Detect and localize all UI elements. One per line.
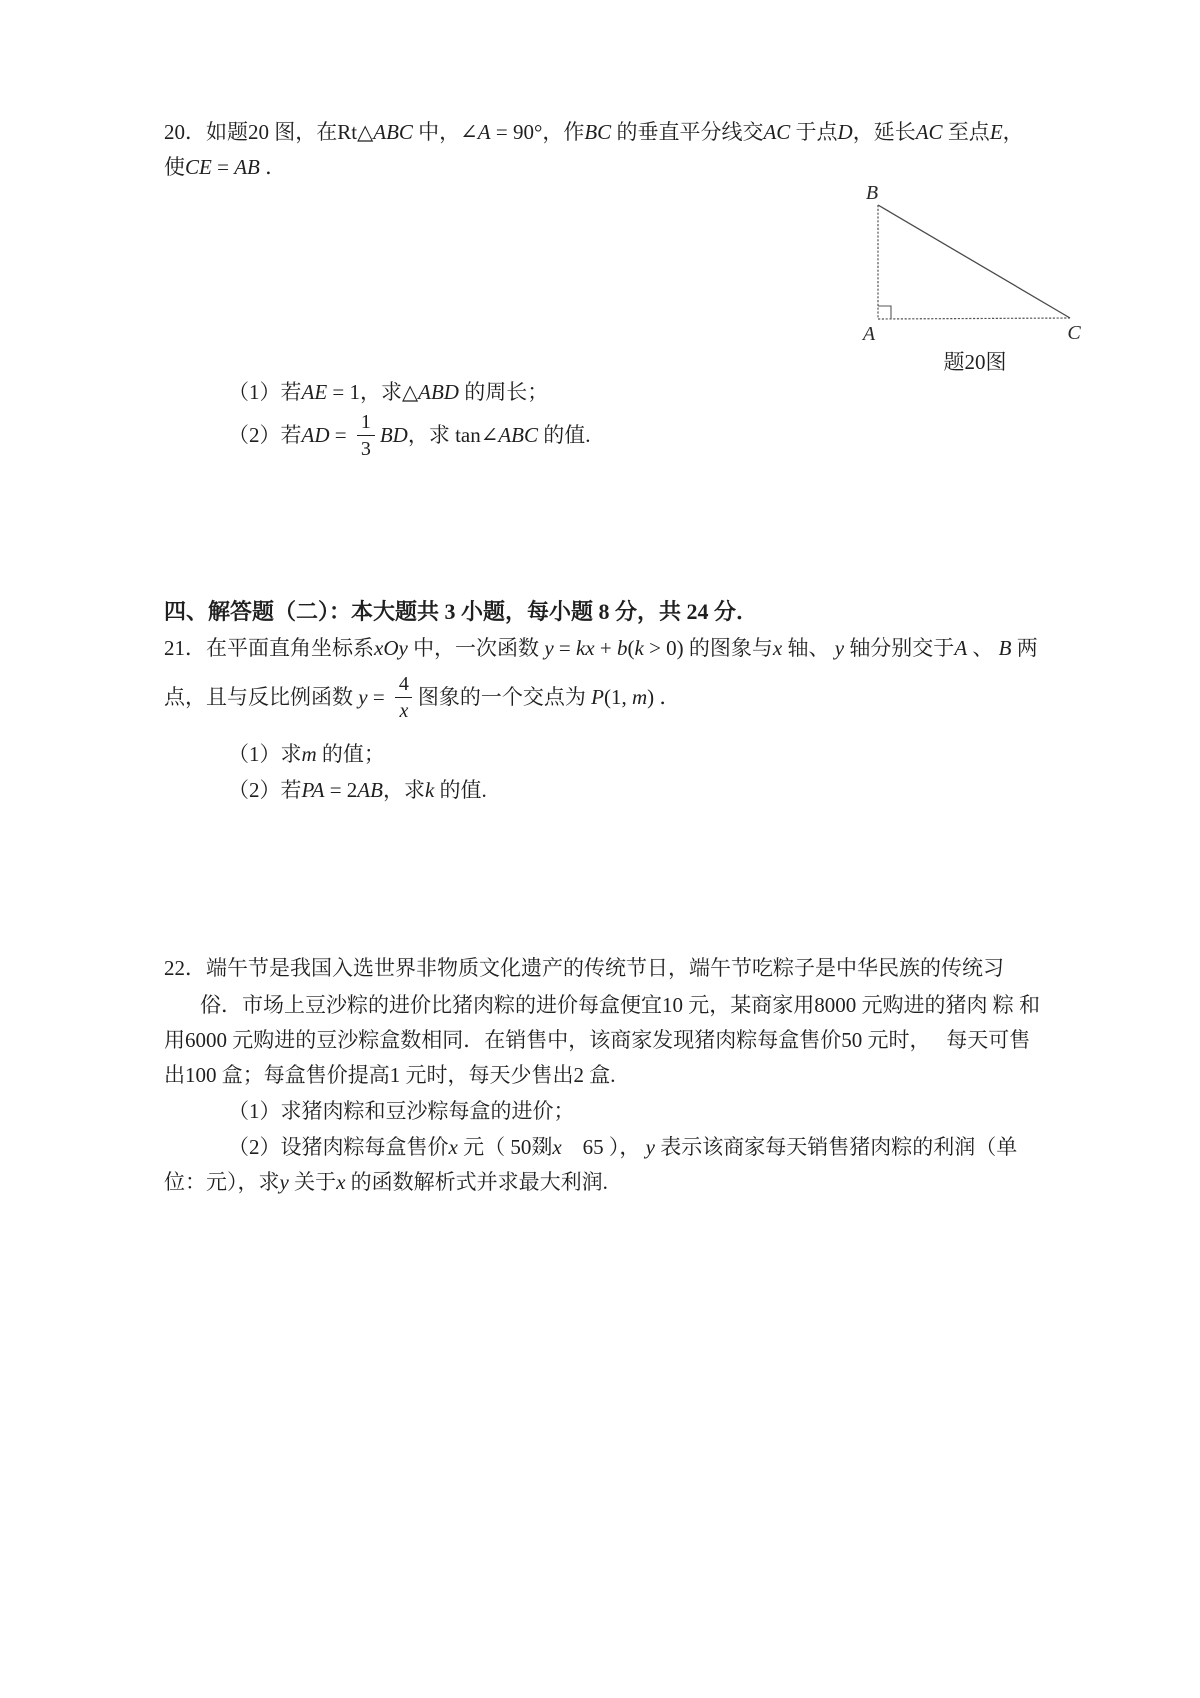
math-variable: y: [279, 1170, 289, 1194]
right-angle-mark: [878, 306, 891, 319]
problem-22-part-1: [228, 1097, 575, 1125]
text-run: ，: [1002, 120, 1024, 144]
text-run: 65 ），: [561, 1135, 646, 1159]
math-variable: kx: [575, 636, 595, 660]
math-variable: y: [645, 1135, 655, 1159]
text-run: 的周长；: [458, 380, 549, 404]
problem-20-part-2: [228, 406, 591, 464]
text-run: 两: [1011, 636, 1038, 660]
text-run: 中，∠: [412, 120, 478, 144]
math-variable: m: [632, 684, 648, 709]
math-variable: BD: [379, 422, 408, 447]
text-run: 的垂直平分线交: [611, 120, 764, 144]
right-triangle-diagram: [828, 168, 1098, 353]
triangle-side-bc: [878, 205, 1070, 318]
math-variable: y: [358, 684, 368, 709]
text-run: > 0) 的图象与: [643, 636, 773, 660]
math-variable: PA: [301, 778, 325, 802]
text-run: 元（ 50剟: [457, 1135, 553, 1159]
math-variable: x: [552, 1135, 562, 1159]
text-run: 用6000 元购进的豆沙粽盒数相同．在销售中，该商家发现猪肉粽每盒售价50 元时， 每天可售: [164, 1028, 1031, 1052]
text-run: 表示该商家每天销售猪肉粽的利润（单: [654, 1135, 1018, 1159]
text-run: =: [367, 684, 390, 709]
text-run: 、: [967, 636, 999, 660]
vertex-label-b: B: [865, 182, 879, 204]
text-run: ，求 tan∠: [407, 422, 499, 447]
text-run: = 2: [324, 778, 358, 802]
text-run: 至点: [942, 120, 990, 144]
text-run: 使: [164, 155, 185, 179]
math-variable: k: [634, 636, 644, 660]
text-run: 中，一次函数: [407, 636, 545, 660]
text-run: ) ．: [647, 684, 681, 709]
math-variable: y: [834, 636, 845, 660]
math-variable: A: [477, 120, 491, 144]
math-variable: ABC: [498, 422, 539, 447]
text-run: =: [329, 422, 352, 447]
problem-20-line-1: [164, 118, 1024, 146]
text-run: 21．在平面直角坐标系: [164, 636, 374, 660]
problem-22-line-4: [164, 1061, 616, 1089]
math-variable: B: [998, 636, 1012, 660]
text-run: 点，且与反比例函数: [164, 684, 359, 709]
problem-21-part-2: [228, 776, 487, 804]
math-variable: ABC: [373, 120, 413, 144]
text-run: （2）设猪肉粽每盒售价: [228, 1135, 449, 1159]
text-run: 的值；: [316, 742, 385, 766]
inline-fraction: $\frac{4}{x}$: [395, 674, 413, 721]
text-run: 图象的一个交点为: [417, 684, 592, 709]
text-run: =: [211, 155, 235, 179]
text-run: ．: [259, 155, 287, 179]
math-variable: P: [591, 684, 604, 709]
inline-fraction: $\frac{1}{3}$: [357, 412, 375, 459]
text-run: 轴、: [782, 636, 835, 660]
math-variable: m: [301, 742, 317, 766]
math-variable: xOy: [374, 636, 408, 660]
math-variable: b: [616, 636, 628, 660]
text-run: (: [627, 636, 635, 660]
problem-22-line-3: [164, 1026, 1030, 1054]
vertex-label-a: A: [862, 323, 876, 345]
math-variable: AC: [915, 120, 943, 144]
text-run: 出100 盒；每盒售价提高1 元时，每天少售出2 盒.: [164, 1063, 616, 1087]
text-run: 的值.: [434, 778, 487, 802]
math-variable: CE: [185, 155, 212, 179]
math-variable: AD: [301, 422, 330, 447]
text-run: ，求: [382, 778, 425, 802]
math-variable: AC: [763, 120, 791, 144]
figure-20-caption: 题20图: [943, 350, 1007, 374]
problem-20-part-1: [228, 378, 548, 406]
problem-22-line-1: [164, 954, 1004, 982]
math-variable: A: [954, 636, 968, 660]
text-run: 位：元），求: [164, 1170, 280, 1194]
figure-20: [828, 168, 1098, 353]
math-variable: AE: [301, 380, 328, 404]
problem-20-line-2: [164, 153, 286, 181]
section-4-header: 四、解答题（二）：本大题共 3 小题，每小题 8 分，共 24 分．: [164, 599, 759, 624]
problem-21-part-1: [228, 740, 385, 768]
problem-21-line-1: [164, 634, 1038, 662]
text-run: （1）若: [228, 380, 302, 404]
problem-22-line-2: [200, 991, 1040, 1019]
triangle-side-ac: [878, 318, 1070, 319]
text-run: 22．端午节是我国入选世界非物质文化遗产的传统节日，端午节吃粽子是中华民族的传统习: [164, 956, 1004, 980]
text-run: ，延长: [852, 120, 916, 144]
text-run: （2）若: [228, 422, 302, 447]
math-variable: AB: [234, 155, 260, 179]
math-variable: x: [448, 1135, 458, 1159]
math-variable: ABD: [418, 380, 459, 404]
text-run: 关于: [288, 1170, 337, 1194]
text-run: +: [594, 636, 617, 660]
math-variable: D: [837, 120, 853, 144]
math-variable: x: [772, 636, 783, 660]
text-run: 俗．市场上豆沙粽的进价比猪肉粽的进价每盒便宜10 元，某商家用8000 元购进的猪肉 粽 和: [200, 993, 1040, 1017]
problem-21-line-2: [164, 664, 680, 730]
text-run: 的函数解析式并求最大利润.: [345, 1170, 608, 1194]
text-run: （1）求: [228, 742, 302, 766]
math-variable: k: [424, 778, 435, 802]
text-run: 轴分别交于: [844, 636, 955, 660]
text-run: 20．如题20 图，在Rt△: [164, 120, 374, 144]
vertex-label-c: C: [1067, 322, 1081, 344]
math-variable: AB: [357, 778, 383, 802]
problem-22-line-last: [164, 1168, 608, 1196]
text-run: （1）求猪肉粽和豆沙粽每盒的进价；: [228, 1099, 575, 1123]
text-run: (1,: [604, 684, 632, 709]
text-run: = 1，求△: [327, 380, 419, 404]
math-variable: BC: [584, 120, 612, 144]
text-run: （2）若: [228, 778, 302, 802]
math-variable: x: [336, 1170, 346, 1194]
math-variable: E: [989, 120, 1003, 144]
text-run: =: [553, 636, 576, 660]
text-run: = 90°，作: [490, 120, 585, 144]
text-run: 于点: [790, 120, 838, 144]
math-variable: y: [544, 636, 554, 660]
text-run: 的值.: [538, 422, 591, 447]
problem-22-part-2: [228, 1133, 1017, 1161]
